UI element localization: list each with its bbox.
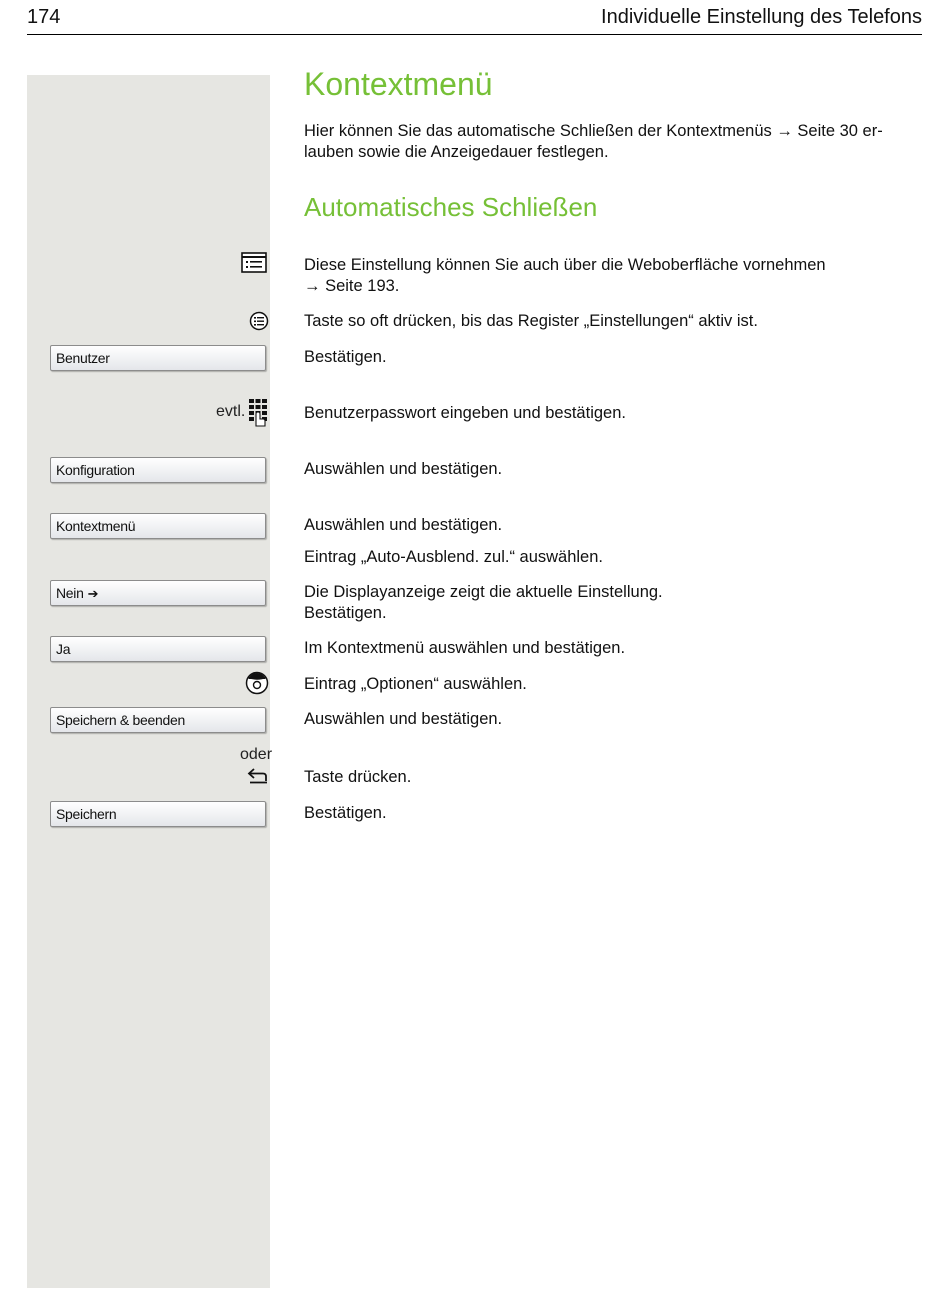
benutzer-button-label: Benutzer xyxy=(56,350,110,366)
step-auswaehlen-2: Auswählen und bestätigen. xyxy=(304,516,503,534)
chapter-title: Individuelle Einstellung des Telefons xyxy=(601,6,922,28)
step-display-line-1: Die Displayanzeige zeigt die aktuelle Einstellung. xyxy=(304,583,663,601)
step-auswaehlen-3: Auswählen und bestätigen. xyxy=(304,710,503,728)
ja-button[interactable] xyxy=(50,636,266,662)
section-title: Kontextmenü xyxy=(304,66,493,102)
intro-line-1: Hier können Sie das automatische Schließen der Kontextmenüs → Seite 30 er- xyxy=(304,122,883,140)
page-number: 174 xyxy=(27,6,61,28)
oder-label: oder xyxy=(240,746,273,763)
speichern-beenden-button[interactable] xyxy=(50,707,266,733)
step-bestaetigen-1: Bestätigen. xyxy=(304,348,387,366)
page-header xyxy=(27,6,922,35)
speichern-button-label: Speichern xyxy=(56,806,117,822)
konfiguration-button[interactable] xyxy=(50,457,266,483)
speichern-beenden-button-label: Speichern & beenden xyxy=(56,712,185,728)
step-display-line-2: Bestätigen. xyxy=(304,604,387,622)
kontextmenu-button[interactable] xyxy=(50,513,266,539)
benutzer-button[interactable] xyxy=(50,345,266,371)
step-web-line-2: → Seite 193. xyxy=(304,277,400,295)
kontextmenu-button-label: Kontextmenü xyxy=(56,518,136,534)
step-display xyxy=(304,582,924,624)
step-web xyxy=(304,255,924,297)
settings-menu-icon xyxy=(241,252,267,278)
intro-paragraph xyxy=(304,121,924,163)
section-subtitle: Automatisches Schließen xyxy=(304,192,598,222)
step-taste-oft: Taste so oft drücken, bis das Register „Einstellungen“ aktiv ist. xyxy=(304,312,758,330)
konfiguration-button-label: Konfiguration xyxy=(56,462,135,478)
step-auswaehlen-1: Auswählen und bestätigen. xyxy=(304,460,503,478)
nein-button[interactable] xyxy=(50,580,266,606)
step-eintrag-auto: Eintrag „Auto-Ausblend. zul.“ auswählen. xyxy=(304,548,603,566)
step-passwort: Benutzerpasswort eingeben und bestätigen. xyxy=(304,404,626,422)
settings-key-icon xyxy=(249,311,269,336)
speichern-button[interactable] xyxy=(50,801,266,827)
evtl-label: evtl. xyxy=(216,403,246,420)
step-im-kontext: Im Kontextmenü auswählen und bestätigen. xyxy=(304,639,626,657)
arrow-right-icon: ➔ xyxy=(87,586,99,601)
step-bestaetigen-2: Bestätigen. xyxy=(304,804,387,822)
ja-button-label: Ja xyxy=(56,641,71,657)
navigator-down-icon xyxy=(245,671,269,700)
keypad-icon xyxy=(248,398,268,433)
nein-button-label: Nein xyxy=(56,585,84,601)
sidebar xyxy=(27,75,273,1288)
back-key-icon xyxy=(247,767,269,790)
step-eintrag-optionen: Eintrag „Optionen“ auswählen. xyxy=(304,675,527,693)
intro-line-2: lauben sowie die Anzeigedauer festlegen. xyxy=(304,143,609,161)
step-taste-druecken: Taste drücken. xyxy=(304,768,412,786)
step-web-line-1: Diese Einstellung können Sie auch über die Weboberfläche vornehmen xyxy=(304,256,826,274)
